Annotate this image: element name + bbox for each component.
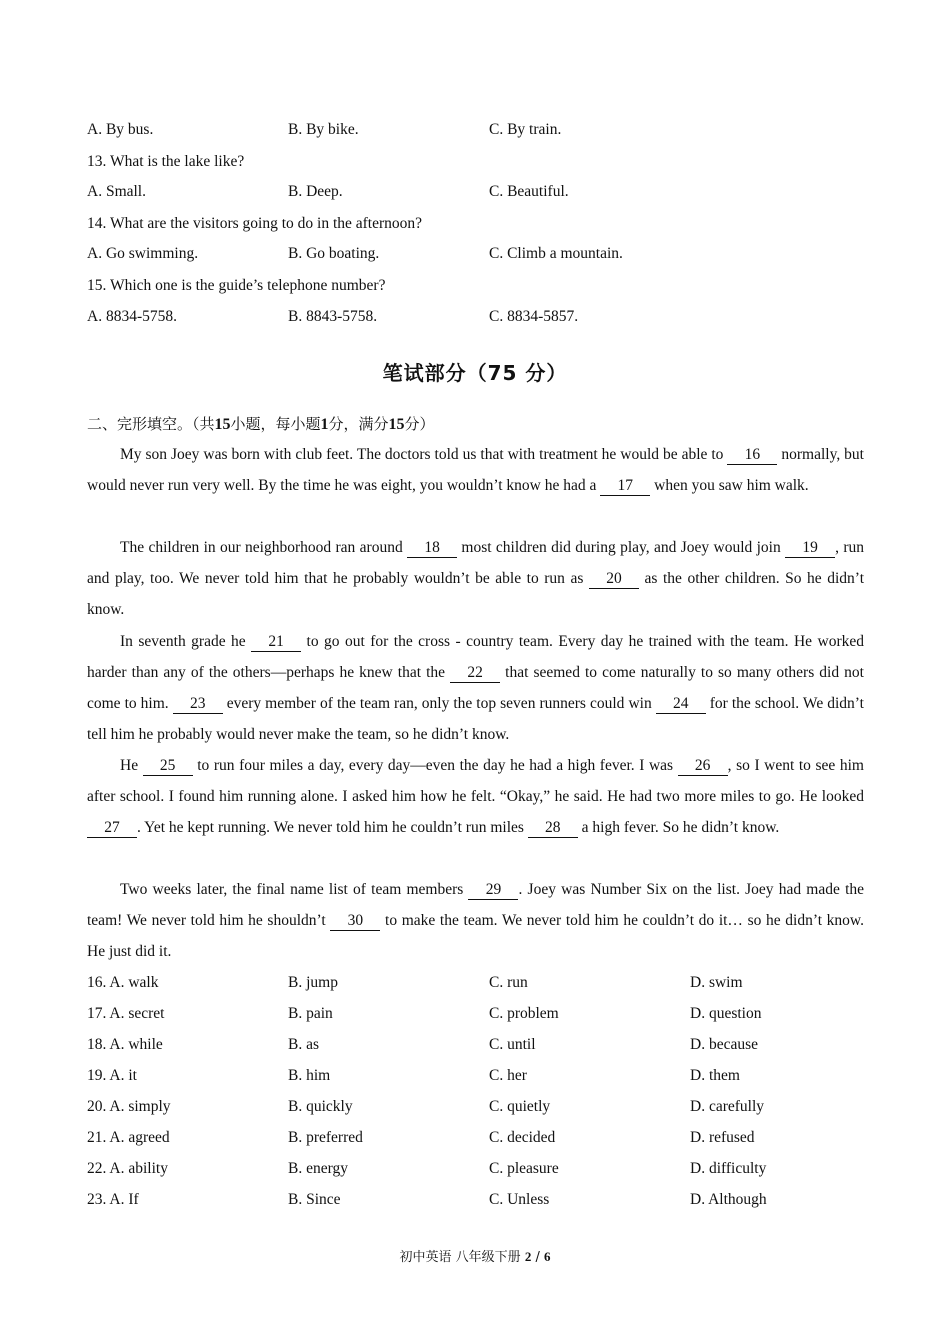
passage-paragraph-3: In seventh grade he 21 to go out for the cross - country team. Every day he trained with the team. He worked harder than any of the others—perhaps he knew that the 22 that seemed to come naturally to so many others did not come to him. 23 every member of the team ran, only the top seven runners could win 24 for the school. We didn’t tell him he probably would never make the team, so he didn’t know.: [87, 633, 864, 743]
page-total: 6: [543, 1249, 551, 1264]
q16-option-b: B. jump: [288, 974, 338, 991]
question-13: 13. What is the lake like?: [87, 153, 245, 170]
q21-option-b: B. preferred: [288, 1129, 363, 1146]
question-14: 14. What are the visitors going to do in the afternoon?: [87, 215, 423, 232]
blank-30: 30: [330, 912, 380, 931]
footer-label: 初中英语 八年级下册: [399, 1250, 521, 1265]
q22-option-a: 22. A. ability: [87, 1160, 168, 1177]
blank-19: 19: [785, 539, 835, 558]
q12-option-b: B. By bike.: [288, 121, 359, 138]
q13-option-b: B. Deep.: [288, 183, 343, 200]
passage-paragraph-4: He 25 to run four miles a day, every day—even the day he had a high fever. I was 26 , so I went to see him after school. I found him running alone. I asked him how he felt. “Okay,” he said. He had two more miles to go. He looked 27 . Yet he kept running. We never told him he couldn’t run miles 28 a high fever. So he didn’t know.: [87, 757, 864, 836]
q21-option-a: 21. A. agreed: [87, 1129, 170, 1146]
q22-option-b: B. energy: [288, 1160, 348, 1177]
q20-option-c: C. quietly: [489, 1098, 551, 1115]
q13-option-a: A. Small.: [87, 183, 146, 200]
q18-option-a: 18. A. while: [87, 1036, 163, 1053]
passage-paragraph-5: Two weeks later, the final name list of team members 29 . Joey was Number Six on the list. Joey had made the team! We never told him he shouldn’t 30 to make the team. We never told him he couldn’t do it… so he didn’t know. He just did it.: [87, 881, 865, 960]
page-number: 2: [524, 1249, 532, 1264]
q19-option-b: B. him: [288, 1067, 331, 1084]
q23-option-b: B. Since: [288, 1191, 341, 1208]
blank-25: 25: [143, 757, 193, 776]
q22-option-c: C. pleasure: [489, 1160, 559, 1177]
q22-option-d: D. difficulty: [690, 1160, 767, 1177]
q20-option-b: B. quickly: [288, 1098, 353, 1115]
section-heading: 二、完形填空。（共15小题，每小题1分，满分15分）: [87, 415, 435, 433]
blank-27: 27: [87, 819, 137, 838]
q15-option-b: B. 8843-5758.: [288, 308, 378, 325]
q12-option-a: A. By bus.: [87, 121, 154, 138]
q17-option-b: B. pain: [288, 1005, 333, 1022]
q20-option-a: 20. A. simply: [87, 1098, 171, 1115]
q17-option-c: C. problem: [489, 1005, 559, 1022]
blank-18: 18: [407, 539, 457, 558]
q18-option-d: D. because: [690, 1036, 758, 1053]
q21-option-c: C. decided: [489, 1129, 556, 1146]
q19-option-a: 19. A. it: [87, 1067, 137, 1084]
page-footer: 初中英语 八年级下册 2 / 6: [399, 1249, 551, 1265]
q15-option-a: A. 8834-5758.: [87, 308, 177, 325]
q17-option-a: 17. A. secret: [87, 1005, 165, 1022]
q15-option-c: C. 8834-5857.: [489, 308, 579, 325]
passage-paragraph-1: My son Joey was born with club feet. The doctors told us that with treatment he would be able to 16 normally, but would never run very well. By the time he was eight, you wouldn’t know he had a 17 when you saw him walk.: [87, 446, 864, 494]
q14-option-b: B. Go boating.: [288, 245, 380, 262]
q19-option-d: D. them: [690, 1067, 740, 1084]
q19-option-c: C. her: [489, 1067, 527, 1084]
q21-option-d: D. refused: [690, 1129, 755, 1146]
q16-option-d: D. swim: [690, 974, 743, 991]
q14-option-c: C. Climb a mountain.: [489, 245, 623, 262]
q13-option-c: C. Beautiful.: [489, 183, 569, 200]
q20-option-d: D. carefully: [690, 1098, 765, 1115]
q23-option-d: D. Although: [690, 1191, 767, 1208]
blank-20: 20: [589, 570, 639, 589]
q18-option-c: C. until: [489, 1036, 536, 1053]
q23-option-c: C. Unless: [489, 1191, 550, 1208]
q16-option-a: 16. A. walk: [87, 974, 159, 991]
blank-26: 26: [678, 757, 728, 776]
blank-22: 22: [450, 664, 500, 683]
q23-option-a: 23. A. If: [87, 1191, 139, 1208]
passage-paragraph-2: The children in our neighborhood ran around 18 most children did during play, and Joey would join 19 , run and play, too. We never told him that he probably wouldn’t be able to run as 20 as the other children. So he didn’t know.: [87, 539, 864, 618]
blank-29: 29: [468, 881, 518, 900]
blank-23: 23: [173, 695, 223, 714]
blank-24: 24: [656, 695, 706, 714]
question-15: 15. Which one is the guide’s telephone number?: [87, 277, 386, 294]
written-part-title: 笔试部分（75 分）: [382, 361, 568, 385]
blank-28: 28: [528, 819, 578, 838]
q17-option-d: D. question: [690, 1005, 762, 1022]
q14-option-a: A. Go swimming.: [87, 245, 199, 262]
blank-17: 17: [600, 477, 650, 496]
q16-option-c: C. run: [489, 974, 528, 991]
blank-21: 21: [251, 633, 301, 652]
q18-option-b: B. as: [288, 1036, 319, 1053]
blank-16: 16: [727, 446, 777, 465]
q12-option-c: C. By train.: [489, 121, 562, 138]
